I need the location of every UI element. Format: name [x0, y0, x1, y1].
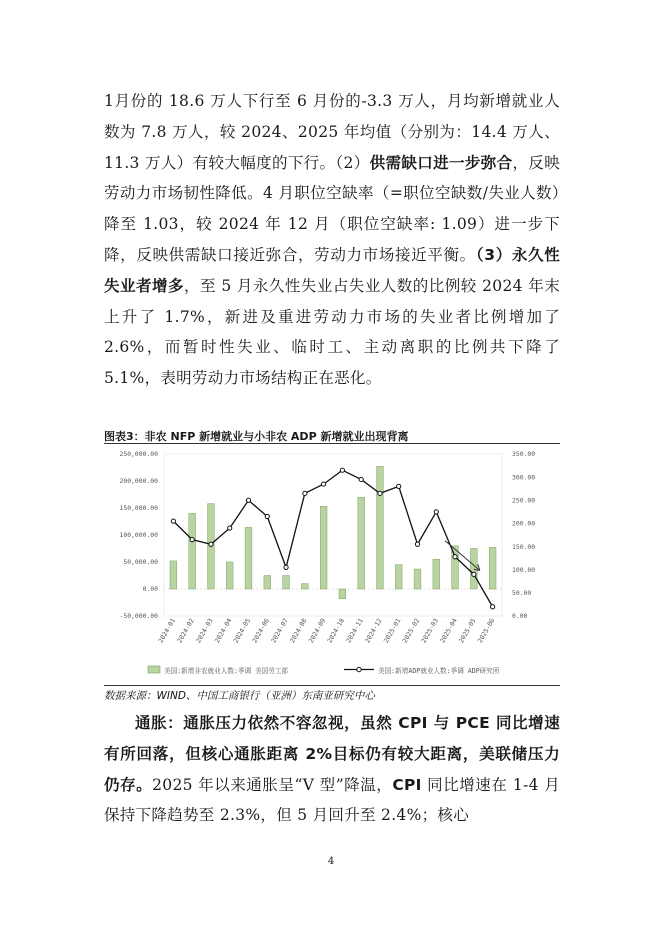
figure-source: 数据来源：WIND、中国工商银行（亚洲）东南亚研究中心 [104, 690, 375, 702]
x-axis-tick-label: 2025-01 [382, 617, 403, 645]
nfp-bar [358, 497, 365, 589]
para2-bold-inflation: 通胀：通胀压力依然不容忽视，虽然 CPI 与 PCE 同比增速有所回落，但核心通胀距离 2%目标仍有较大距离，美联储压力仍存。 [104, 714, 560, 794]
x-axis-tick-label: 2025-03 [419, 617, 441, 645]
right-axis-tick-label: 0.00 [512, 612, 528, 621]
left-axis-tick-label: 250,000.00 [119, 450, 158, 459]
left-axis-tick-label: 150,000.00 [119, 504, 158, 513]
adp-point [209, 542, 213, 546]
legend-label-nfp: 美国:新增非农就业人数:季调 美国劳工部 [164, 667, 289, 675]
nfp-bar [433, 559, 440, 589]
nfp-bar [489, 547, 496, 589]
nfp-bar [301, 584, 308, 589]
right-axis-tick-label: 200.00 [512, 519, 536, 528]
adp-point [453, 555, 457, 559]
plot-frame [164, 454, 502, 616]
body-paragraph-inflation [104, 708, 560, 831]
x-axis-tick-label: 2024-01 [156, 617, 178, 645]
para2-text-2: 同比增速在 1-4 月保持下降趋势至 2.3%，但 5 月回升至 2.4%；核心 [104, 775, 560, 825]
nfp-bar [470, 549, 477, 590]
left-axis-tick-label: 100,000.00 [119, 531, 158, 540]
nfp-adp-chart [104, 444, 560, 684]
adp-point [171, 519, 175, 523]
x-axis-tick-label: 2024-12 [363, 617, 384, 645]
adp-point [322, 482, 326, 486]
right-axis-tick-label: 300.00 [512, 473, 536, 482]
nfp-bar [320, 506, 327, 589]
x-axis-tick-label: 2024-06 [250, 617, 272, 645]
legend-swatch-adp-marker [357, 667, 361, 671]
legend-swatch-nfp [148, 666, 160, 673]
x-axis-tick-label: 2024-03 [194, 617, 215, 645]
x-axis-tick-label: 2025-06 [475, 617, 497, 645]
adp-point [378, 491, 382, 495]
nfp-bar [264, 576, 271, 590]
nfp-bar [245, 527, 252, 589]
para1-bold-supply-demand: 供需缺口进一步弥合 [369, 153, 513, 172]
left-axis-tick-label: 0.00 [142, 585, 158, 594]
adp-point [190, 538, 194, 542]
x-axis-tick-label: 2024-07 [269, 617, 290, 645]
adp-line [173, 470, 492, 607]
adp-point [246, 498, 250, 502]
x-axis-tick-label: 2024-10 [325, 617, 347, 645]
adp-point [415, 542, 419, 546]
para2-bold-cpi: CPI [392, 775, 422, 794]
right-axis-tick-label: 150.00 [512, 542, 536, 551]
adp-point [472, 572, 476, 576]
left-axis-tick-label: 50,000.00 [123, 558, 158, 567]
figure-bottom-rule [104, 685, 560, 686]
figure-title: 图表3：非农 NFP 新增就业与小非农 ADP 新增就业出现背离 [104, 430, 409, 443]
para1-text-2: ，反映劳动力市场韧性降低。4 月职位空缺率（=职位空缺数/失业人数）降至 1.03，较 2024 年 12 月（职位空缺率: 1.09）进一步下降，反映供需缺口接近弥合，劳动力市场接近平衡。 [104, 153, 560, 264]
adp-point [491, 605, 495, 609]
adp-point [303, 491, 307, 495]
right-axis-tick-label: 100.00 [512, 565, 536, 574]
x-axis-tick-label: 2025-05 [457, 617, 478, 645]
adp-point [265, 514, 269, 518]
x-axis-tick-label: 2025-02 [400, 617, 422, 645]
nfp-bar [395, 565, 402, 589]
para1-bold-permanent-unemployment: （3）永久性失业者增多 [104, 245, 560, 295]
adp-point [397, 484, 401, 488]
nfp-bar [189, 513, 196, 589]
chart-legend [148, 666, 500, 675]
adp-point [359, 477, 363, 481]
x-axis-tick-label: 2024-08 [288, 617, 309, 645]
x-axis-tick-label: 2024-02 [175, 617, 196, 645]
nfp-bar [226, 562, 233, 589]
legend-label-adp: 美国:新增ADP就业人数:季调 ADP研究所 [378, 667, 500, 675]
x-axis-tick-label: 2024-11 [344, 617, 365, 645]
left-axis-tick-label: -50,000.00 [119, 612, 158, 621]
nfp-bar [339, 589, 346, 599]
x-axis-tick-label: 2024-09 [306, 617, 328, 645]
para1-text-3: ，至 5 月永久性失业占失业人数的比例较 2024 年末上升了 1.7%，新进及重进劳动力市场的失业者比例增加了 2.6%，而暂时性失业、临时工、主动离职的比例共下降了 5.1%，表明劳动力市场结构正在恶化。 [104, 276, 560, 388]
nfp-bar [170, 561, 177, 589]
page-number: 4 [327, 856, 335, 867]
nfp-bar [283, 576, 290, 590]
adp-point [340, 468, 344, 472]
left-axis-tick-label: 200,000.00 [119, 477, 158, 486]
para1-text-1: 1月份的 18.6 万人下行至 6 月份的-3.3 万人，月均新增就业人数为 7.8 万人，较 2024、2025 年均值（分别为：14.4 万人、11.3 万人）有较大幅度的下行。（2） [104, 92, 560, 172]
adp-point [228, 526, 232, 530]
right-axis-tick-label: 350.00 [512, 450, 536, 459]
right-axis-tick-label: 50.00 [512, 589, 532, 598]
adp-point [284, 565, 288, 569]
nfp-bar [414, 569, 421, 589]
x-axis-tick-label: 2024-04 [213, 617, 234, 645]
adp-point [434, 510, 438, 514]
x-axis-tick-label: 2024-05 [231, 617, 253, 645]
para2-text-1: 2025 年以来通胀呈“V 型”降温， [152, 775, 393, 794]
x-axis-tick-label: 2025-04 [438, 617, 459, 645]
right-axis-tick-label: 250.00 [512, 496, 536, 505]
nfp-bar [377, 466, 384, 589]
body-paragraph-employment [104, 86, 560, 394]
